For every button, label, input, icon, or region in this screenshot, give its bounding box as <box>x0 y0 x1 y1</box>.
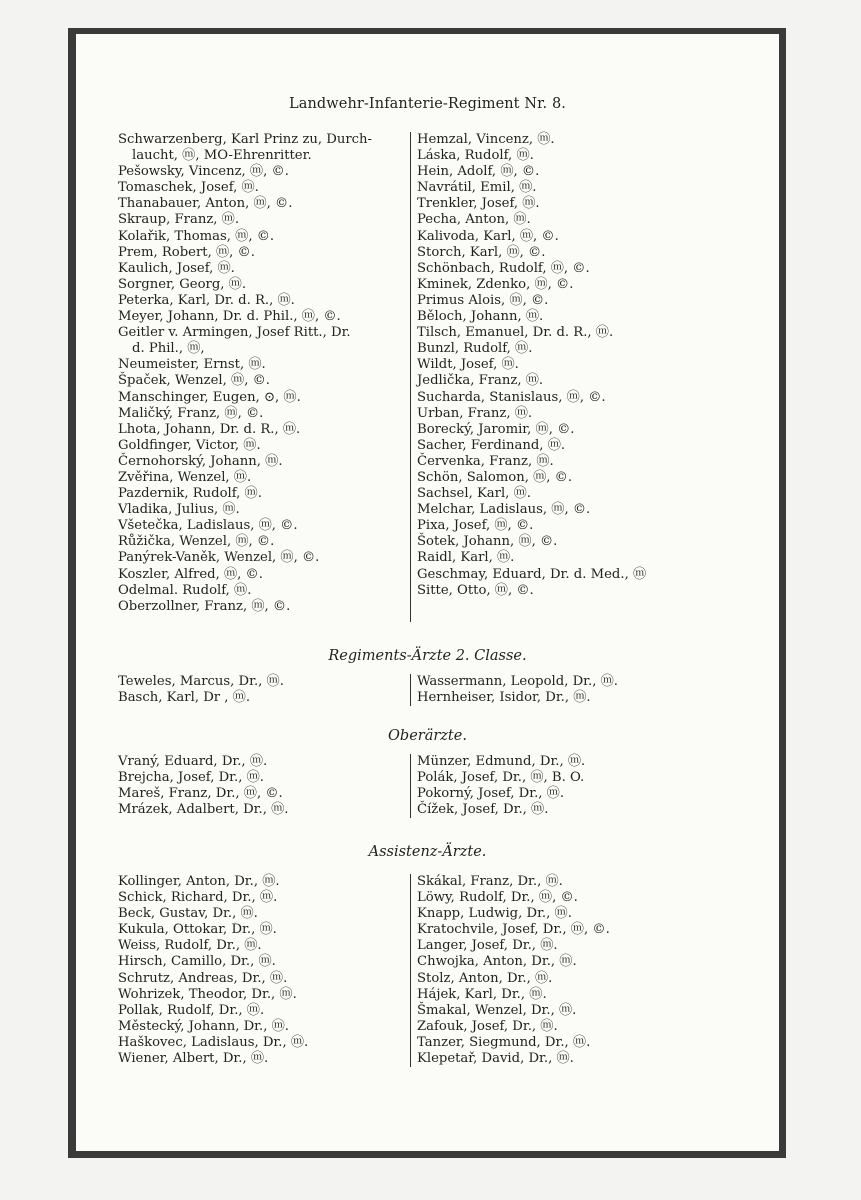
list-item: Červenka, Franz, ⓜ. <box>417 453 554 469</box>
list-item: Basch, Karl, Dr , ⓜ. <box>118 690 251 706</box>
list-item: Hájek, Karl, Dr., ⓜ. <box>417 986 547 1002</box>
list-item: Běloch, Johann, ⓜ. <box>417 309 544 325</box>
list-item: Tomaschek, Josef, ⓜ. <box>118 180 259 196</box>
list-item: Geitler v. Armingen, Josef Ritt., Dr. <box>118 325 351 341</box>
page-title: Landwehr-Infanterie-Regiment Nr. 8. <box>288 96 567 112</box>
list-item: Šotek, Johann, ⓜ, ©. <box>417 534 558 550</box>
list-item: Skraup, Franz, ⓜ. <box>118 212 240 228</box>
list-item: Pixa, Josef, ⓜ, ©. <box>417 518 534 534</box>
list-item: Všetečka, Ladislaus, ⓜ, ©. <box>118 518 298 534</box>
list-item: Pazdernik, Rudolf, ⓜ. <box>118 486 262 502</box>
list-item: Bunzl, Rudolf, ⓜ. <box>417 341 533 357</box>
list-item: Koszler, Alfred, ⓜ, ©. <box>118 566 263 582</box>
list-item: Weiss, Rudolf, Dr., ⓜ. <box>118 938 262 954</box>
list-item: Kolařik, Thomas, ⓜ, ©. <box>118 228 275 244</box>
list-item: d. Phil., ⓜ, <box>132 341 205 357</box>
list-item: Storch, Karl, ⓜ, ©. <box>417 244 546 260</box>
list-item: Meyer, Johann, Dr. d. Phil., ⓜ, ©. <box>118 309 341 325</box>
list-item: Goldfinger, Victor, ⓜ. <box>118 437 261 453</box>
list-item: Pecha, Anton, ⓜ. <box>417 212 531 228</box>
list-item: Vladika, Julius, ⓜ. <box>118 502 240 518</box>
list-item: Sitte, Otto, ⓜ, ©. <box>417 582 534 598</box>
list-item: Klepetař, David, Dr., ⓜ. <box>417 1051 574 1067</box>
list-item: Navrátil, Emil, ⓜ. <box>417 180 537 196</box>
list-item: Tilsch, Emanuel, Dr. d. R., ⓜ. <box>417 325 614 341</box>
list-item: Hemzal, Vincenz, ⓜ. <box>417 132 555 147</box>
list-item: Wassermann, Leopold, Dr., ⓜ. <box>417 674 618 689</box>
list-item: Knapp, Ludwig, Dr., ⓜ. <box>417 906 572 922</box>
list-item: Láska, Rudolf, ⓜ. <box>417 148 534 164</box>
list-item: Peterka, Karl, Dr. d. R., ⓜ. <box>118 292 295 308</box>
list-item: Stolz, Anton, Dr., ⓜ. <box>417 970 553 986</box>
list-item: Odelmal. Rudolf, ⓜ. <box>118 582 252 598</box>
list-item: Schick, Richard, Dr., ⓜ. <box>118 890 278 906</box>
list-item: Raidl, Karl, ⓜ. <box>417 550 515 566</box>
list-item: Löwy, Rudolf, Dr., ⓜ, ©. <box>417 890 578 906</box>
list-item: Chwojka, Anton, Dr., ⓜ. <box>417 954 577 970</box>
assistenz-aerzte-left <box>118 874 308 1067</box>
list-item: Geschmay, Eduard, Dr. d. Med., ⓜ <box>417 566 647 582</box>
list-item: Maličký, Franz, ⓜ, ©. <box>118 405 264 421</box>
list-item: Trenkler, Josef, ⓜ. <box>417 196 540 212</box>
list-item: Manschinger, Eugen, ⊙, ⓜ. <box>118 389 301 405</box>
list-item: Zafouk, Josef, Dr., ⓜ. <box>417 1018 558 1034</box>
list-item: Melchar, Ladislaus, ⓜ, ©. <box>417 502 591 518</box>
list-item: Skákal, Franz, Dr., ⓜ. <box>417 874 563 889</box>
list-item: Kalivoda, Karl, ⓜ, ©. <box>417 228 559 244</box>
list-item: Beck, Gustav, Dr., ⓜ. <box>118 906 258 922</box>
list-item: Mareš, Franz, Dr., ⓜ, ©. <box>118 786 283 802</box>
list-item: Münzer, Edmund, Dr., ⓜ. <box>417 754 586 769</box>
list-item: Kratochvile, Josef, Dr., ⓜ, ©. <box>417 922 610 938</box>
list-item: Sorgner, Georg, ⓜ. <box>118 276 247 292</box>
list-item: Schrutz, Andreas, Dr., ⓜ. <box>118 970 288 986</box>
list-item: Teweles, Marcus, Dr., ⓜ. <box>118 674 284 689</box>
list-item: Hernheiser, Isidor, Dr., ⓜ. <box>417 690 591 706</box>
list-item: Hirsch, Camillo, Dr., ⓜ. <box>118 954 276 970</box>
regiments-aerzte-right <box>410 674 618 706</box>
list-item: Pollak, Rudolf, Dr., ⓜ. <box>118 1002 265 1018</box>
list-item: Brejcha, Josef, Dr., ⓜ. <box>118 770 264 786</box>
list-item: Šmakal, Wenzel, Dr., ⓜ. <box>417 1002 577 1018</box>
list-item: Thanabauer, Anton, ⓜ, ©. <box>118 196 293 212</box>
list-item: Vraný, Eduard, Dr., ⓜ. <box>118 754 268 769</box>
main-list-right <box>410 132 646 622</box>
list-item: Kminek, Zdenko, ⓜ, ©. <box>417 276 574 292</box>
list-item: Sacher, Ferdinand, ⓜ. <box>417 437 566 453</box>
list-item: Kaulich, Josef, ⓜ. <box>118 260 235 276</box>
list-item: Mrázek, Adalbert, Dr., ⓜ. <box>118 802 289 818</box>
list-item: Kollinger, Anton, Dr., ⓜ. <box>118 874 280 889</box>
list-item: Urban, Franz, ⓜ. <box>417 405 533 421</box>
list-item: Kukula, Ottokar, Dr., ⓜ. <box>118 922 277 938</box>
list-item: Wiener, Albert, Dr., ⓜ. <box>118 1051 269 1067</box>
list-item: Oberzollner, Franz, ⓜ, ©. <box>118 598 291 614</box>
list-item: Wildt, Josef, ⓜ. <box>417 357 519 373</box>
list-item: Sachsel, Karl, ⓜ. <box>417 486 531 502</box>
list-item: Neumeister, Ernst, ⓜ. <box>118 357 266 373</box>
list-item: Lhota, Johann, Dr. d. R., ⓜ. <box>118 421 301 437</box>
list-item: Langer, Josef, Dr., ⓜ. <box>417 938 558 954</box>
list-item: Hein, Adolf, ⓜ, ©. <box>417 164 540 180</box>
list-item: Pokorný, Josef, Dr., ⓜ. <box>417 786 565 802</box>
list-item: Prem, Robert, ⓜ, ©. <box>118 244 255 260</box>
list-item: Schönbach, Rudolf, ⓜ, ©. <box>417 260 590 276</box>
list-item: Černohorský, Johann, ⓜ. <box>118 453 283 469</box>
list-item: Pešowsky, Vincenz, ⓜ, ©. <box>118 164 289 180</box>
list-item: Panýrek-Vaněk, Wenzel, ⓜ, ©. <box>118 550 320 566</box>
list-item: Polák, Josef, Dr., ⓜ, B. O. <box>417 770 585 786</box>
oberaerzte-left <box>118 754 288 818</box>
list-item: Špaček, Wenzel, ⓜ, ©. <box>118 373 270 389</box>
oberaerzte-right <box>410 754 585 818</box>
list-item: Čížek, Josef, Dr., ⓜ. <box>417 802 549 818</box>
list-item: Tanzer, Siegmund, Dr., ⓜ. <box>417 1034 591 1050</box>
list-item: laucht, ⓜ, MO-Ehrenritter. <box>132 148 312 164</box>
list-item: Wohrizek, Theodor, Dr., ⓜ. <box>118 986 297 1002</box>
regiments-aerzte-left <box>118 674 284 706</box>
list-item: Růžička, Wenzel, ⓜ, ©. <box>118 534 275 550</box>
list-item: Jedlička, Franz, ⓜ. <box>417 373 544 389</box>
section-heading-oberaerzte: Oberärzte. <box>388 728 467 744</box>
list-item: Zvěřina, Wenzel, ⓜ. <box>118 469 252 485</box>
list-item: Primus Alois, ⓜ, ©. <box>417 292 549 308</box>
list-item: Schön, Salomon, ⓜ, ©. <box>417 469 573 485</box>
list-item: Městecký, Johann, Dr., ⓜ. <box>118 1018 289 1034</box>
section-heading-regiments-aerzte: Regiments-Ärzte 2. Classe. <box>328 648 527 664</box>
main-list-left <box>118 132 372 615</box>
section-heading-assistenz-aerzte: Assistenz-Ärzte. <box>368 844 487 860</box>
list-item: Sucharda, Stanislaus, ⓜ, ©. <box>417 389 606 405</box>
assistenz-aerzte-right <box>410 874 610 1067</box>
list-item: Borecký, Jaromir, ⓜ, ©. <box>417 421 575 437</box>
list-item: Schwarzenberg, Karl Prinz zu, Durch- <box>118 132 372 147</box>
document-page <box>76 34 779 1151</box>
list-item: Haškovec, Ladislaus, Dr., ⓜ. <box>118 1034 309 1050</box>
